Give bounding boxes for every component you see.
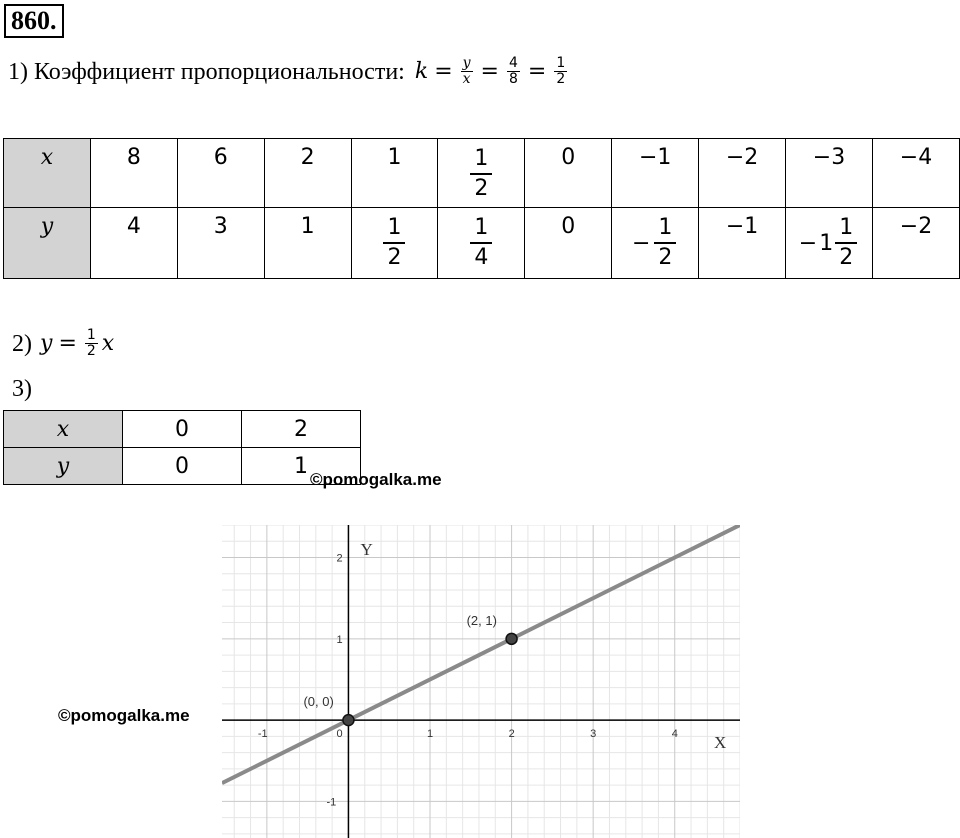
- table-cell: −1: [612, 139, 699, 208]
- table-cell: 8: [90, 139, 177, 208]
- points-layer: [303, 613, 517, 726]
- table-header-x: x: [4, 139, 91, 208]
- table-header-x: x: [4, 411, 123, 448]
- problem-number: 860.: [4, 4, 64, 38]
- part3-label: 3): [12, 376, 32, 402]
- table-cell: − 1 $\frac{1}{2}$: [786, 208, 873, 279]
- fraction-1-over-2: $\frac{1}{2}$: [556, 55, 566, 87]
- y-tick-label: 1: [336, 633, 343, 646]
- data-point: [343, 715, 354, 726]
- table-cell: 0: [123, 411, 242, 448]
- x-tick-label: 0: [336, 728, 343, 741]
- table-cell: −2: [699, 139, 786, 208]
- table-header-y: y: [4, 208, 91, 279]
- table-row-y: [4, 448, 361, 485]
- x-tick-label: 1: [427, 728, 434, 741]
- watermark-2: ©pomogalka.me: [58, 706, 190, 725]
- fraction-4-over-8: $\frac{4}{8}$: [508, 55, 518, 87]
- table-cell: −3: [786, 139, 873, 208]
- table-cell: 2: [264, 139, 351, 208]
- part2-equals: =: [58, 330, 77, 356]
- part1-prefix: 1) Коэффициент пропорциональности:: [8, 58, 405, 85]
- function-graph: [222, 525, 740, 838]
- table-cell: 1: [242, 448, 361, 485]
- part2-fraction: $\frac{1}{2}$: [86, 327, 96, 359]
- table-cell: $\frac{1}{4}$: [438, 208, 525, 279]
- k-symbol: k: [414, 58, 429, 84]
- table-cell: 0: [123, 448, 242, 485]
- x-axis-label: X: [714, 733, 727, 753]
- x-tick-label: 4: [671, 728, 678, 741]
- part2-label: 2): [12, 330, 32, 357]
- table-cell: 1: [351, 139, 438, 208]
- y-tick-label: 2: [336, 552, 343, 565]
- x-tick-label: 3: [590, 728, 597, 741]
- equals-1: =: [434, 58, 453, 84]
- value-table-2: [3, 410, 361, 485]
- watermark-1: ©pomogalka.me: [310, 470, 442, 489]
- fraction-y-over-x: $\frac{y}{x}$: [462, 55, 471, 87]
- table-cell: 2: [242, 411, 361, 448]
- part2-x: x: [101, 330, 115, 356]
- table-cell: $\frac{1}{2}$: [351, 208, 438, 279]
- y-axis-label: Y: [360, 540, 373, 559]
- table-header-y: y: [4, 448, 123, 485]
- table-cell: −4: [872, 139, 959, 208]
- data-point: [506, 633, 517, 644]
- y-tick-label: -1: [326, 796, 337, 809]
- table-cell: 0: [525, 139, 612, 208]
- table-cell: − $\frac{1}{2}$: [612, 208, 699, 279]
- table-row-x: [4, 411, 361, 448]
- table-row-x: [4, 139, 960, 208]
- x-tick-label: 2: [508, 728, 515, 741]
- tick-labels: [258, 553, 678, 809]
- table-cell: 6: [177, 139, 264, 208]
- table-cell: −2: [872, 208, 959, 279]
- part2-line: [12, 328, 114, 359]
- table-cell: 0: [525, 208, 612, 279]
- equals-2: =: [480, 58, 499, 84]
- point-label: (0, 0): [303, 694, 334, 710]
- minor-grid: [222, 525, 740, 838]
- table-row-y: [4, 208, 960, 279]
- table-cell: 3: [177, 208, 264, 279]
- part2-y: y: [40, 330, 53, 356]
- equals-3: =: [527, 58, 547, 84]
- x-tick-label: -1: [257, 728, 268, 741]
- value-table-1: [3, 138, 960, 279]
- point-label: (2, 1): [466, 612, 497, 628]
- table-cell: −1: [699, 208, 786, 279]
- part1-line: [8, 56, 569, 87]
- table-cell: 4: [90, 208, 177, 279]
- table-cell: $\frac{1}{2}$: [438, 139, 525, 208]
- table-cell: 1: [264, 208, 351, 279]
